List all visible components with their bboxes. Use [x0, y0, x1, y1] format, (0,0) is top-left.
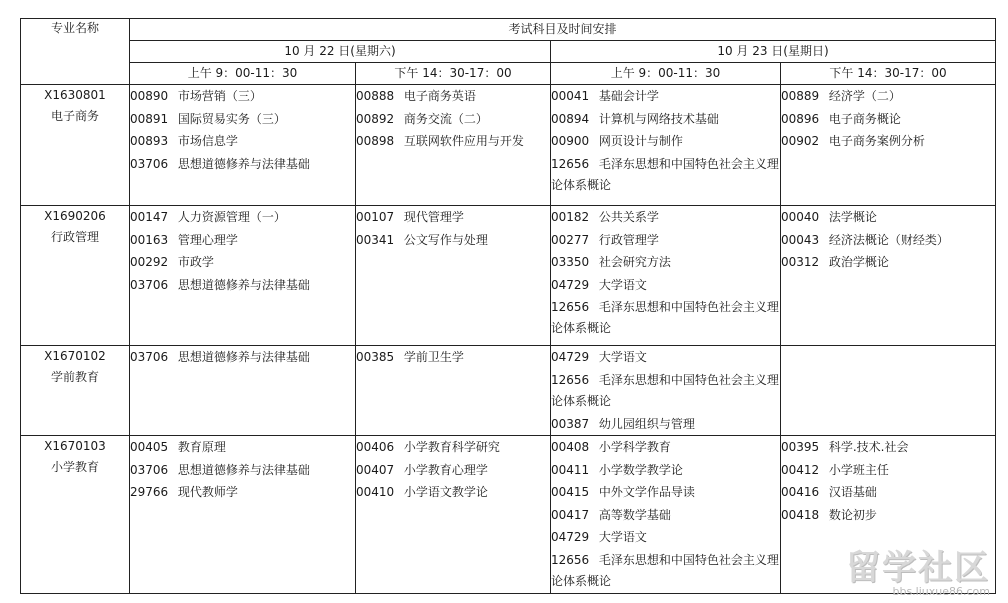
slot-cell — [356, 436, 551, 594]
major-cell — [21, 85, 130, 206]
major-name: 小学教育 — [50, 460, 99, 474]
time-slot-header: 下午 14：30-17：00 — [356, 63, 551, 85]
major-name: 电子商务 — [50, 109, 99, 123]
course-item — [781, 229, 995, 252]
course-item — [356, 206, 550, 229]
course-item — [130, 346, 355, 369]
course-name: 现代管理学 — [403, 210, 464, 224]
course-item — [781, 85, 995, 108]
course-code: 00395 — [781, 440, 820, 454]
course-name: 行政管理学 — [598, 232, 659, 247]
course-item — [356, 130, 550, 153]
course-code: 00385 — [356, 350, 395, 364]
major-code: X1630801 — [44, 88, 106, 102]
course-item — [130, 459, 355, 482]
course-name: 思想道德修养与法律基础 — [177, 277, 310, 292]
slot-cell — [130, 346, 356, 436]
course-code: 00896 — [781, 111, 820, 126]
course-code: 00043 — [781, 232, 820, 247]
course-code: 12656 — [551, 552, 590, 567]
slot-cell — [551, 436, 781, 594]
slot-cell — [551, 206, 781, 346]
course-name: 思想道德修养与法律基础 — [177, 462, 310, 477]
exam-schedule-table — [20, 18, 996, 594]
course-item — [356, 481, 550, 504]
course-name: 毛泽东思想和中国特色社会主义理论体系概论 — [551, 552, 779, 588]
course-code: 04729 — [551, 350, 590, 364]
course-code: 12656 — [551, 300, 590, 314]
course-code: 00312 — [781, 255, 820, 269]
course-item — [551, 251, 780, 274]
course-item — [130, 85, 355, 108]
site-watermark — [846, 550, 990, 598]
course-code: 00888 — [356, 89, 395, 103]
course-item — [551, 369, 780, 413]
course-item — [551, 481, 780, 504]
course-name: 市政学 — [177, 255, 214, 269]
course-code: 00163 — [130, 232, 169, 247]
course-name: 小学数学教学论 — [598, 462, 683, 477]
course-code: 00408 — [551, 440, 590, 454]
course-item — [551, 206, 780, 229]
course-item — [130, 108, 355, 131]
course-name: 国际贸易实务（三） — [177, 111, 286, 126]
course-item — [551, 229, 780, 252]
course-code: 03706 — [130, 350, 169, 364]
course-code: 00341 — [356, 232, 395, 247]
course-item — [551, 296, 780, 340]
course-item — [551, 274, 780, 297]
course-name: 经济学（二） — [828, 89, 901, 103]
course-code: 00405 — [130, 440, 169, 454]
major-code: X1690206 — [44, 209, 106, 223]
table-row — [21, 346, 996, 436]
course-item — [551, 153, 780, 197]
course-code: 00418 — [781, 507, 820, 522]
course-item — [781, 459, 995, 482]
course-code: 00041 — [551, 89, 590, 103]
major-name: 学前教育 — [50, 370, 99, 384]
course-code: 00417 — [551, 507, 590, 522]
day-header: 10 月 22 日(星期六) — [130, 41, 551, 63]
course-item — [130, 436, 355, 459]
course-item — [130, 153, 355, 176]
course-code: 00415 — [551, 485, 590, 499]
course-name: 毛泽东思想和中国特色社会主义理论体系概论 — [551, 156, 779, 192]
course-name: 大学语文 — [598, 350, 647, 364]
course-code: 00410 — [356, 485, 395, 499]
course-code: 12656 — [551, 156, 590, 171]
course-name: 教育原理 — [177, 440, 226, 454]
table-row — [21, 85, 996, 206]
course-name: 人力资源管理（一） — [177, 210, 286, 224]
course-code: 12656 — [551, 372, 590, 387]
watermark-logo-text: 留学社区 — [846, 548, 990, 588]
course-item — [551, 436, 780, 459]
course-item — [356, 229, 550, 252]
course-item — [551, 108, 780, 131]
course-name: 电子商务英语 — [403, 89, 476, 103]
course-name: 思想道德修养与法律基础 — [177, 156, 310, 171]
course-item — [551, 526, 780, 549]
course-item — [356, 85, 550, 108]
course-name: 公文写作与处理 — [403, 232, 488, 247]
course-name: 小学科学教育 — [598, 440, 671, 454]
course-name: 数论初步 — [828, 507, 877, 522]
slot-cell — [356, 346, 551, 436]
course-code: 00900 — [551, 134, 590, 148]
course-item — [130, 481, 355, 504]
course-code: 00894 — [551, 111, 590, 126]
course-name: 汉语基础 — [828, 485, 877, 499]
course-code: 00412 — [781, 462, 820, 477]
course-code: 00893 — [130, 134, 169, 148]
course-name: 互联网软件应用与开发 — [403, 134, 524, 148]
course-item — [130, 206, 355, 229]
course-name: 小学教育科学研究 — [403, 440, 500, 454]
major-cell — [21, 206, 130, 346]
course-item — [356, 108, 550, 131]
slot-cell — [130, 85, 356, 206]
major-name-header: 专业名称 — [21, 19, 130, 85]
course-item — [551, 413, 780, 436]
course-item — [781, 206, 995, 229]
course-code: 00182 — [551, 210, 590, 224]
course-code: 00107 — [356, 210, 395, 224]
course-item — [130, 130, 355, 153]
course-code: 00292 — [130, 255, 169, 269]
course-item — [356, 436, 550, 459]
slot-cell — [356, 206, 551, 346]
course-item — [130, 251, 355, 274]
course-name: 幼儿园组织与管理 — [598, 416, 695, 431]
course-name: 市场营销（三） — [177, 89, 262, 103]
day-header: 10 月 23 日(星期日) — [551, 41, 996, 63]
course-code: 00891 — [130, 111, 169, 126]
course-code: 00889 — [781, 89, 820, 103]
course-name: 电子商务案例分析 — [828, 134, 925, 148]
table-row — [21, 206, 996, 346]
course-name: 小学语文教学论 — [403, 485, 488, 499]
major-code: X1670102 — [44, 349, 106, 363]
course-code: 03706 — [130, 156, 169, 171]
watermark-url: bbs.liuxue86.com — [892, 585, 990, 598]
course-name: 毛泽东思想和中国特色社会主义理论体系概论 — [551, 300, 779, 335]
course-name: 大学语文 — [598, 277, 647, 292]
course-name: 学前卫生学 — [403, 350, 464, 364]
course-item — [551, 459, 780, 482]
course-item — [551, 346, 780, 369]
course-name: 现代教师学 — [177, 485, 238, 499]
course-name: 中外文学作品导读 — [598, 485, 695, 499]
course-name: 社会研究方法 — [598, 255, 671, 269]
course-item — [551, 85, 780, 108]
course-name: 大学语文 — [598, 530, 647, 544]
course-item — [781, 436, 995, 459]
course-code: 00147 — [130, 210, 169, 224]
course-code: 00387 — [551, 416, 590, 431]
slot-cell — [130, 206, 356, 346]
course-item — [356, 459, 550, 482]
slot-cell — [781, 85, 996, 206]
time-slot-header: 上午 9：00-11：30 — [551, 63, 781, 85]
course-code: 00406 — [356, 440, 395, 454]
course-code: 29766 — [130, 485, 169, 499]
major-code: X1670103 — [44, 439, 106, 453]
slot-cell — [551, 85, 781, 206]
course-item — [356, 346, 550, 369]
course-item — [781, 504, 995, 527]
time-slot-header: 下午 14：30-17：00 — [781, 63, 996, 85]
course-code: 00407 — [356, 462, 395, 477]
course-name: 公共关系学 — [598, 210, 659, 224]
time-slot-header: 上午 9：00-11：30 — [130, 63, 356, 85]
slot-cell — [356, 85, 551, 206]
course-code: 04729 — [551, 530, 590, 544]
course-item — [130, 229, 355, 252]
course-name: 高等数学基础 — [598, 507, 671, 522]
course-item — [551, 504, 780, 527]
course-item — [781, 108, 995, 131]
slot-cell — [781, 206, 996, 346]
major-name: 行政管理 — [50, 230, 99, 244]
course-code: 00902 — [781, 134, 820, 148]
course-name: 科学.技术.社会 — [828, 440, 909, 454]
course-item — [130, 274, 355, 297]
major-cell — [21, 436, 130, 594]
course-code: 00416 — [781, 485, 820, 499]
course-item — [551, 549, 780, 593]
course-item — [551, 130, 780, 153]
course-code: 00411 — [551, 462, 590, 477]
course-name: 法学概论 — [828, 210, 877, 224]
course-item — [781, 251, 995, 274]
course-name: 政治学概论 — [828, 255, 889, 269]
slot-cell — [781, 346, 996, 436]
course-name: 计算机与网络技术基础 — [598, 111, 719, 126]
course-name: 小学教育心理学 — [403, 462, 488, 477]
course-code: 00890 — [130, 89, 169, 103]
course-code: 03706 — [130, 462, 169, 477]
course-code: 03706 — [130, 277, 169, 292]
course-name: 管理心理学 — [177, 232, 238, 247]
schedule-body — [21, 85, 996, 594]
course-name: 商务交流（二） — [403, 111, 488, 126]
course-name: 小学班主任 — [828, 462, 889, 477]
course-code: 00898 — [356, 134, 395, 148]
course-item — [781, 481, 995, 504]
course-code: 00892 — [356, 111, 395, 126]
course-code: 00040 — [781, 210, 820, 224]
course-name: 基础会计学 — [598, 89, 659, 103]
slot-cell — [130, 436, 356, 594]
course-name: 毛泽东思想和中国特色社会主义理论体系概论 — [551, 372, 779, 408]
course-name: 电子商务概论 — [828, 111, 901, 126]
slot-cell — [551, 346, 781, 436]
course-code: 00277 — [551, 232, 590, 247]
course-item — [781, 130, 995, 153]
course-code: 03350 — [551, 255, 590, 269]
course-code: 04729 — [551, 277, 590, 292]
course-name: 经济法概论（财经类） — [828, 232, 949, 247]
major-cell — [21, 346, 130, 436]
course-name: 思想道德修养与法律基础 — [177, 350, 310, 364]
course-name: 网页设计与制作 — [598, 134, 683, 148]
schedule-title: 考试科目及时间安排 — [130, 19, 996, 41]
course-name: 市场信息学 — [177, 134, 238, 148]
